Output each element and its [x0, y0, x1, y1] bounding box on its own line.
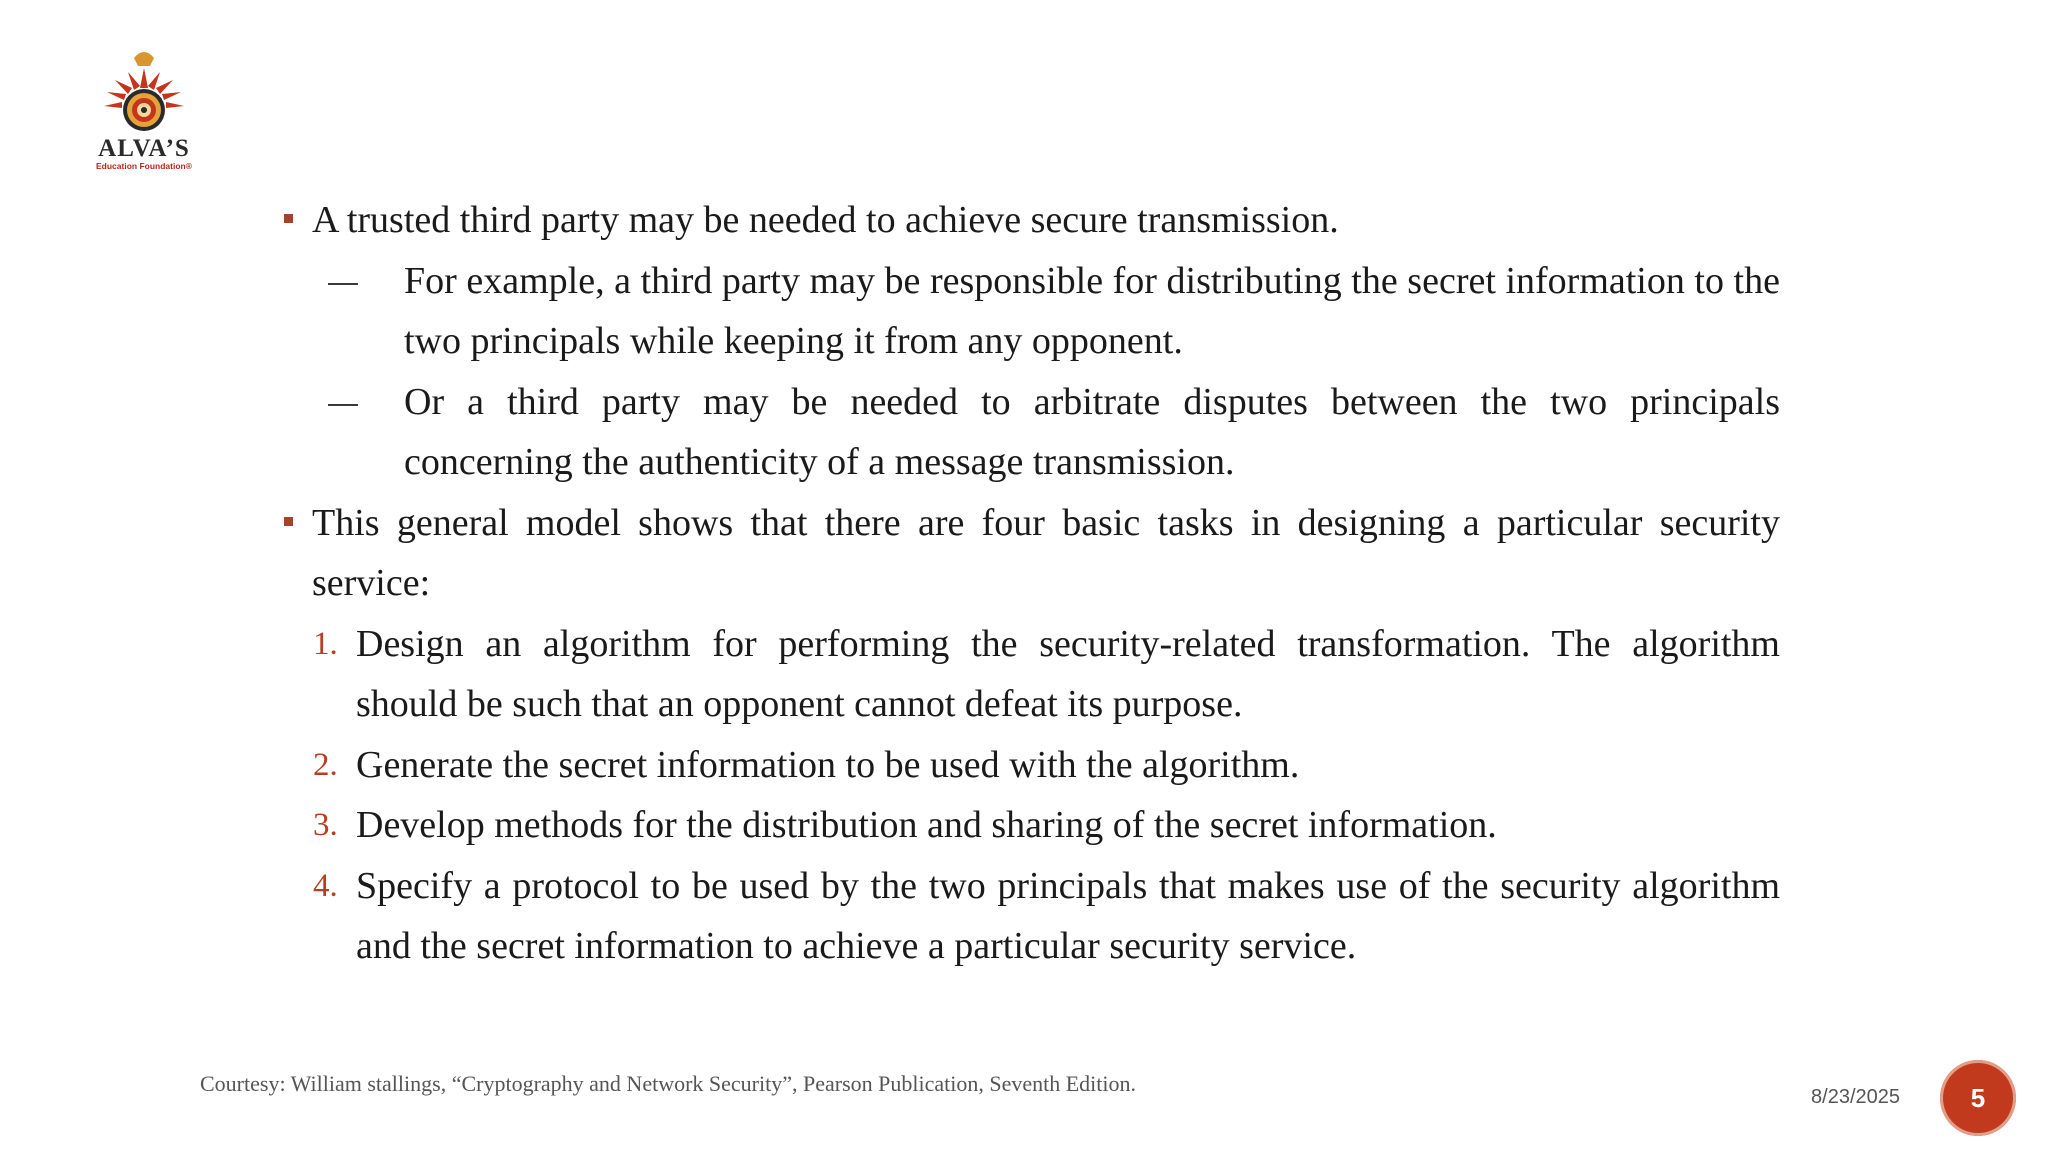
bullet-item	[280, 493, 1780, 614]
page-number-badge	[1940, 1060, 2016, 1136]
dash-bullet-icon	[328, 404, 358, 406]
numbered-item	[280, 735, 1780, 796]
item-number: 1.	[313, 625, 338, 662]
numbered-text: Generate the secret information to be used with the algorithm.	[356, 743, 1300, 786]
square-bullet-icon	[284, 517, 293, 526]
logo-subtitle: Education Foundation®	[96, 161, 192, 171]
numbered-text: Specify a protocol to be used by the two principals that makes use of the security algorithm and the secret information to achieve a particular security service.	[356, 864, 1780, 967]
numbered-item	[280, 856, 1780, 977]
sunburst-emblem-icon	[70, 48, 218, 138]
numbered-item	[280, 795, 1780, 856]
footer-date: 8/23/2025	[1811, 1086, 1900, 1108]
numbered-item	[280, 614, 1780, 735]
sub-bullet-text: Or a third party may be needed to arbitrate disputes between the two principals concerning the authenticity of a message transmission.	[404, 380, 1780, 483]
square-bullet-icon	[284, 214, 293, 223]
item-number: 3.	[313, 807, 338, 843]
bullet-item	[280, 190, 1780, 251]
sub-bullet-item	[280, 251, 1780, 372]
numbered-text: Develop methods for the distribution and sharing of the secret information.	[356, 804, 1497, 846]
bullet-text: This general model shows that there are four basic tasks in designing a particular security service:	[312, 501, 1780, 604]
dash-bullet-icon	[328, 283, 358, 285]
logo-name: ALVA’S	[98, 135, 190, 162]
item-number: 4.	[313, 867, 338, 904]
page-number: 5	[1970, 1082, 1986, 1113]
bullet-text: A trusted third party may be needed to achieve secure transmission.	[312, 199, 1339, 241]
footer-courtesy: Courtesy: William stallings, “Cryptography and Network Security”, Pearson Publication, Seventh Edition.	[200, 1071, 1137, 1096]
sub-bullet-text: For example, a third party may be responsible for distributing the secret information to the two principals while keeping it from any opponent.	[404, 259, 1780, 362]
numbered-text: Design an algorithm for performing the security-related transformation. The algorithm should be such that an opponent cannot defeat its purpose.	[356, 622, 1780, 725]
sub-bullet-item	[280, 372, 1780, 493]
alvas-logo	[70, 48, 218, 178]
item-number: 2.	[313, 746, 338, 783]
slide-body	[280, 190, 1780, 977]
